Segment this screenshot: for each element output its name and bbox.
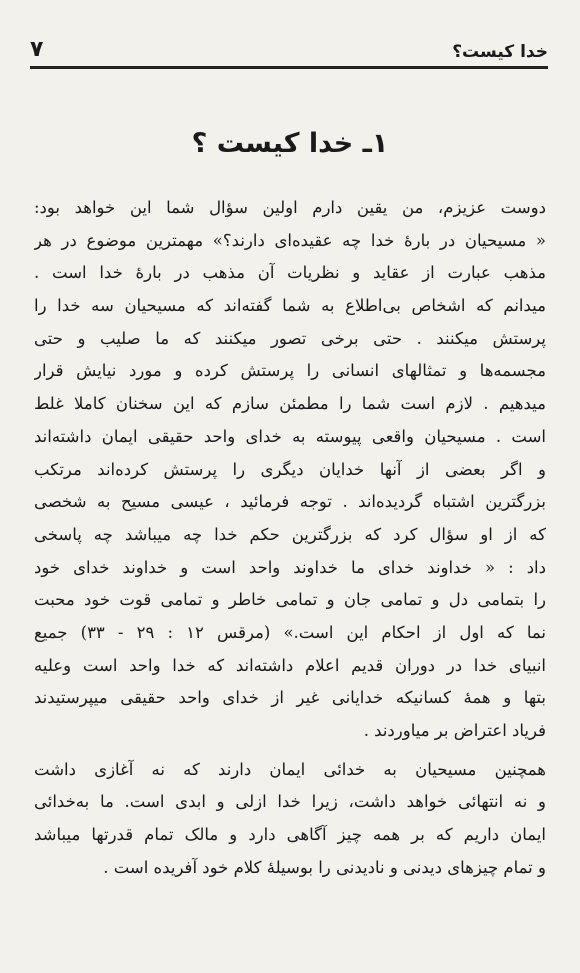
text-line: بتها و همهٔ کسانیکه خدایانی غیر از خدای واحد حقیقی میپرستیدند [34, 688, 546, 708]
running-title: خدا کیست؟ [452, 42, 548, 62]
text-line: میدهیم . لازم است شما را مطمئن سازم که این سخنان کاملا غلط [34, 394, 546, 414]
text-line: و تمام چیزهای دیدنی و نادیدنی را بوسیلهٔ کلام خود آفریده است . [103, 857, 546, 877]
page-number: ۷ [30, 37, 44, 62]
text-line: و نه انتهائی خواهد داشت، زیرا خدا ازلی و ابدی است. ما به‌خدائی [34, 792, 546, 812]
text-line: بزرگترین اشتباه گردیده‌اند . توجه فرمائید ، عیسی مسیح به شخصی [34, 492, 546, 512]
paragraph [34, 192, 546, 748]
text-line: و اگر بعضی از آنها خدایان دیگری را پرستش کرده‌اند مرتکب [34, 459, 546, 479]
text-line: فریاد اعتراض بر میاوردند . [363, 721, 546, 740]
paragraph [34, 754, 546, 885]
text-line: مذهب عبارت از عقاید و نظریات آن مذهب در بارهٔ خدا است . [34, 263, 546, 283]
text-line: نما که اول از احکام این است.» (مرقس ۱۲ : ۲۹ - ۳۳) جمیع [34, 622, 546, 642]
text-line: داد : « خداوند خدای ما خداوند واحد است و خداوند خدای خود [34, 557, 546, 577]
text-line: انبیای خدا در دوران قدیم اعلام داشته‌اند که خدا واحد است وعلیه [34, 655, 546, 675]
chapter-title: ۱ـ خدا کیست ؟ [191, 128, 389, 159]
text-line: است . مسیحیان واقعی پیوسته به خدای واحد حقیقی ایمان داشته‌اند [34, 426, 546, 446]
text-line: ایمان داریم که بر همه چیز آگاهی دارد و مالک تمام قدرتها میباشد [34, 825, 546, 845]
text-line: همچنین مسیحیان به خدائی ایمان دارند که نه آغازی داشت [34, 759, 546, 779]
text-line: را بتمامی دل و تمامی جان و تمامی خاطر و تمامی قوت خود محبت [34, 590, 546, 610]
text-line: دوست عزیزم، من یقین دارم اولین سؤال شما این خواهد بود: [34, 198, 546, 217]
running-header [30, 30, 548, 69]
text-line: میدانم که اشخاص بی‌اطلاع به شما گفته‌اند که مسیحیان سه خدا را [34, 296, 546, 316]
body-text [34, 192, 546, 884]
text-line: « مسیحیان در بارهٔ خدا چه عقیده‌ای دارند؟» مهمترین موضوع در هر [34, 230, 546, 250]
text-line: که از او سؤال کرد که بزرگترین حکم خدا چه میباشد چه پاسخی [34, 524, 546, 544]
text-line: مجسمه‌ها و تمثالهای انسانی را پرستش کرده و مورد نیایش قرار [34, 361, 546, 381]
text-line: پرستش میکنند . حتی برخی تصور میکنند که ما صلیب و حتی [34, 328, 546, 348]
